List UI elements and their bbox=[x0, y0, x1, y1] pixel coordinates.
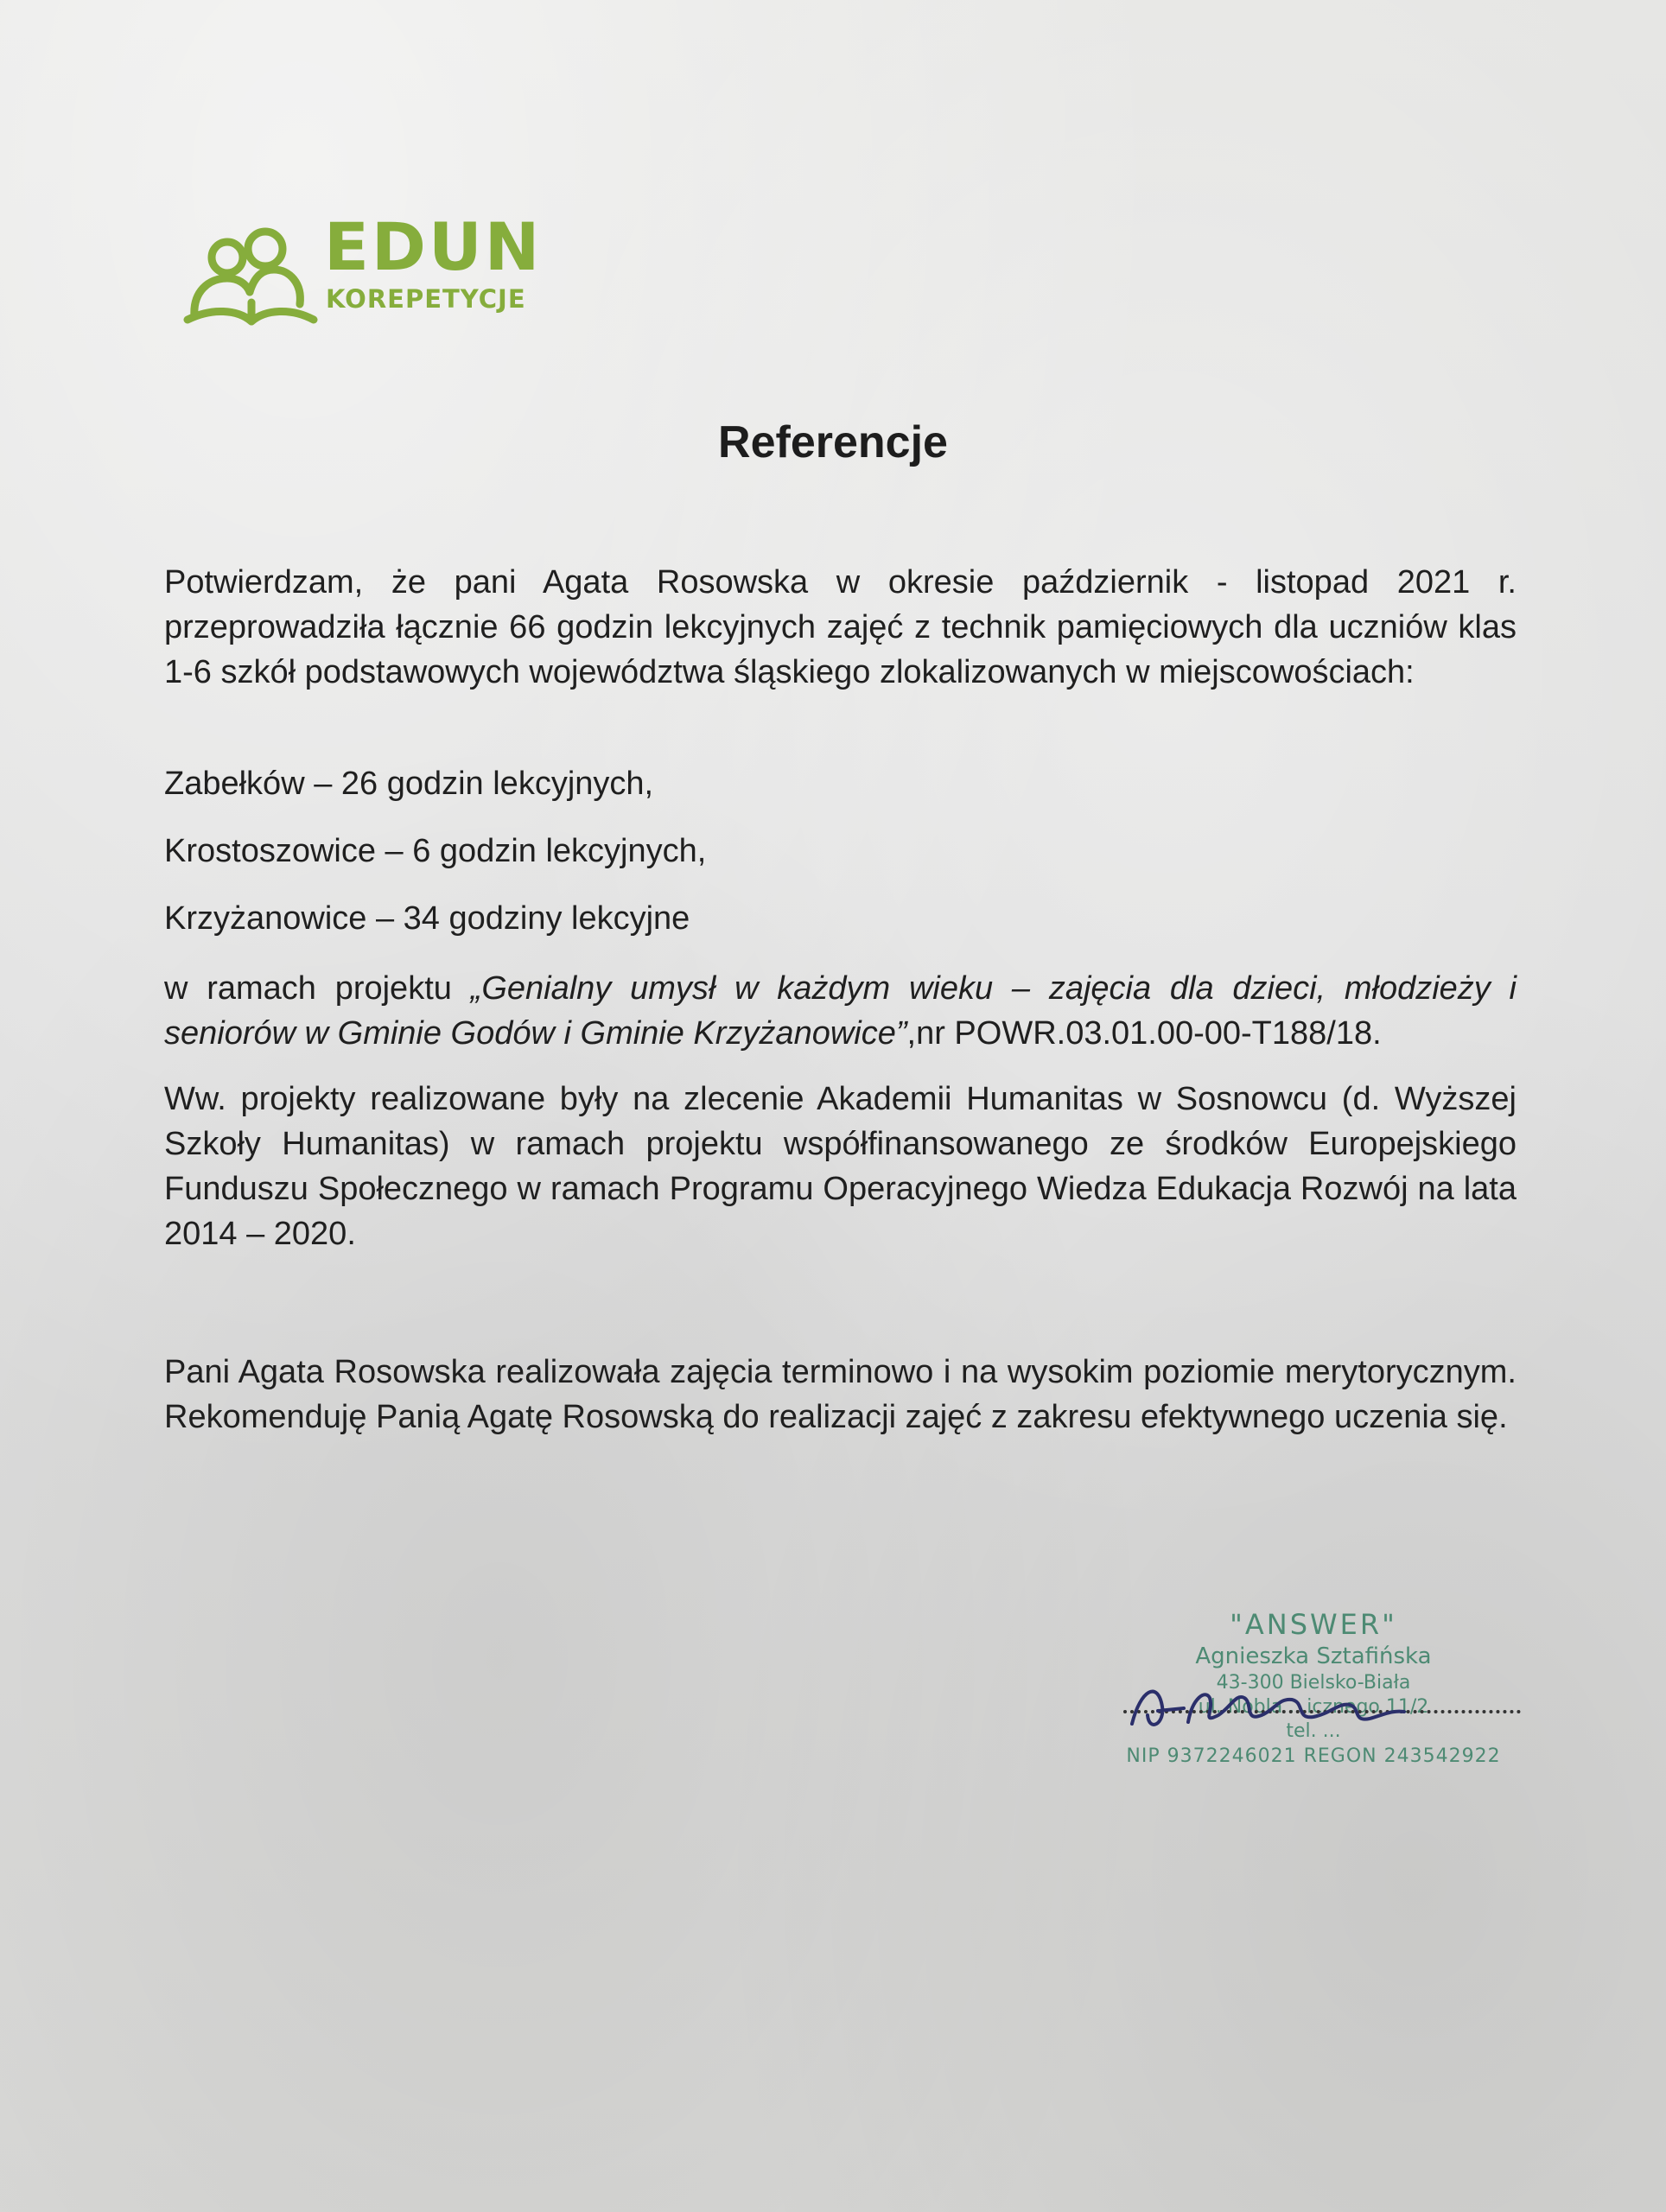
stamp-city: 43-300 Bielsko-Biała bbox=[1216, 1672, 1411, 1694]
stamp-street: ul. Nobla ...icznego 11/2 bbox=[1198, 1696, 1429, 1718]
recommendation-paragraph: Pani Agata Rosowska realizowała zajęcia terminowo i na wysokim poziomie merytorycznym. Rekomenduję Panią Agatę Rosowską do realizacji zajęć z zakresu efektywnego uczenia się. bbox=[164, 1354, 1517, 1435]
location-item-krostoszowice: Krostoszowice – 6 godzin lekcyjnych, bbox=[164, 833, 707, 869]
project-number: ,nr POWR.03.01.00-00-T188/18. bbox=[906, 1015, 1382, 1052]
intro-paragraph: Potwierdzam, że pani Agata Rosowska w okresie październik - listopad 2021 r. przeprowadziła łącznie 66 godzin lekcyjnych zajęć z technik pamięciowych dla uczniów klas 1-6 szkół podstawowych województwa śląskiego zlokalizowanych w miejscowościach: bbox=[164, 564, 1517, 690]
handwritten-signature bbox=[1123, 1672, 1417, 1741]
stamp-ids: NIP 9372246021 REGON 243542922 bbox=[1126, 1745, 1501, 1767]
people-reading-book-icon bbox=[177, 214, 324, 335]
stamp-phone: tel. ... bbox=[1286, 1720, 1341, 1742]
stamp-company-name: "ANSWER" bbox=[1230, 1608, 1397, 1641]
location-item-zabelkow: Zabełków – 26 godzin lekcyjnych, bbox=[164, 766, 654, 802]
funding-paragraph: Ww. projekty realizowane były na zlecenie Akademii Humanitas w Sosnowcu (d. Wyższej Szkoły Humanitas) w ramach projektu współfinansowanego ze środków Europejskiego Funduszu Społecznego w ramach Programu Operacyjnego Wiedza Edukacja Rozwój na lata 2014 – 2020. bbox=[164, 1081, 1517, 1252]
project-name: „Genialny umysł w każdym wieku – zajęcia dla dzieci, młodzieży i seniorów w Gminie Godów i Gminie Krzyżanowice” bbox=[164, 970, 1517, 1052]
logo-brand-text: EDUN bbox=[324, 208, 543, 285]
stamp-owner: Agnieszka Sztafińska bbox=[1195, 1643, 1432, 1669]
project-paragraph bbox=[164, 966, 1517, 1056]
logo-subtitle-text: KOREPETYCJE bbox=[326, 284, 526, 314]
edun-logo bbox=[177, 208, 543, 344]
location-item-krzyzanowice: Krzyżanowice – 34 godziny lekcyjne bbox=[164, 900, 690, 937]
project-intro: w ramach projektu bbox=[164, 970, 471, 1007]
document-title: Referencje bbox=[718, 417, 948, 467]
